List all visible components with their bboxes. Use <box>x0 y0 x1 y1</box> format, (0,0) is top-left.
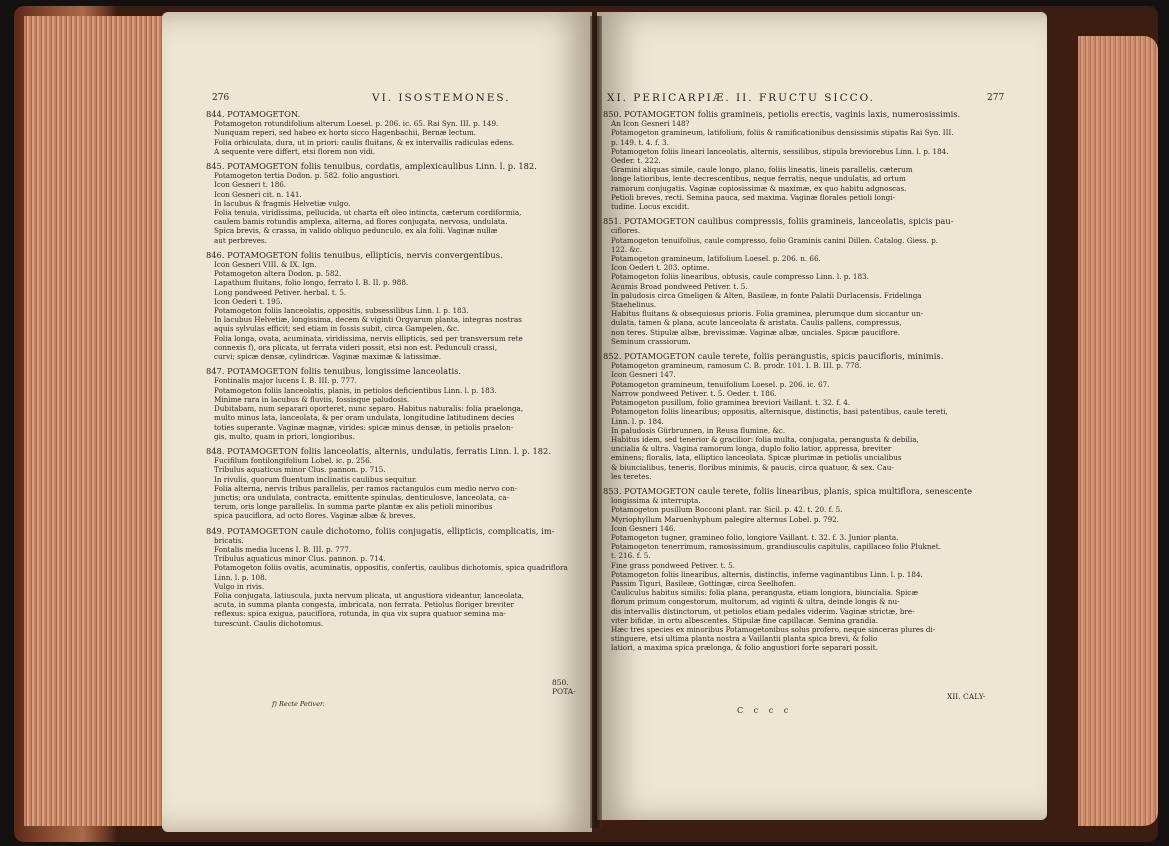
entry-line: Nunquam reperi, sed habeo ex horto sicco Hagenbachii, Bernæ lectum. <box>214 128 476 138</box>
signature-mark: C c c c <box>737 706 793 715</box>
entry-line: Icon Gesneri t. 186. <box>214 180 287 190</box>
entry-line: Habitus fluitans & obsequiosus prioris. Folia graminea, plerumque dum siccantur un- <box>611 309 924 319</box>
entry-line: Myriophyllum Maruenhyphum palegire alternus Lobel. p. 792. <box>611 514 840 524</box>
entry <box>603 487 1003 653</box>
entry-title: 847. POTAMOGETON foliis tenuibus, longissime lanceolatis. <box>206 366 461 377</box>
entry-line: spica pauciflora, ad octo flores. Vaginæ albæ & breves. <box>214 511 416 521</box>
entry-line: multo minus lata, lanceolata, & per oram undulata, longitudine latitudinem decies <box>214 413 515 423</box>
entry-title: 848. POTAMOGETON foliis lanceolatis, alternis, undulatis, ferratis Linn. l. p. 182. <box>206 445 551 456</box>
entry <box>603 217 1003 346</box>
entry-line: caulem bamis rotundis amplexa, alterna, ad flores conjugata, nervosa, undulata. <box>214 217 508 227</box>
entry-line: Tribulus aquaticus minor Clus. pannon. p. 714. <box>214 554 386 564</box>
entry-line: aut perbreves. <box>214 235 267 245</box>
entry-line: Lapathum fluitans, folio longo, ferrato I. B. II. p. 988. <box>214 278 409 288</box>
entry-line: Linn. l. p. 108. <box>214 572 267 582</box>
entry-line: Petioli breves, recti. Semina pauca, sed maxima. Vaginæ florales petioli longi- <box>611 192 895 202</box>
entry-line: latiori, a maxima spica prælonga, & folio angustiori forte separari possit. <box>611 643 878 653</box>
entry-line: connexis f), ora plicata, ut ferrata videri possit, etsi non est. Pedunculi crassi, <box>214 342 497 352</box>
right-page-number: 277 <box>987 93 1005 103</box>
entry-line: Narrow pondweed Petiver. t. 5. Oeder. t. 186. <box>611 388 777 398</box>
entry-title: 844. POTAMOGETON. <box>206 109 301 119</box>
right-catchword: XII. CALY- <box>947 692 986 701</box>
entry-line: Folia orbiculata, dura, ut in priori: caulis fluitans, & ex intervallis radiculas edens. <box>214 137 515 147</box>
entry-line: 122. &c. <box>611 244 642 254</box>
entry-line: In rivulis, quorum fluentum inclinatis caulibus sequitur. <box>214 474 417 484</box>
entry-line: Potamogeton altera Dodon. p. 582. <box>214 269 342 279</box>
entry-line: terum, oris longe parallelis. In summa parte plantæ ex alis petioli minoribus <box>214 502 493 512</box>
page-edges-left <box>24 16 174 826</box>
entry-line: viter bifidæ, in ortu albescentes. Stipulæ fine capillacæ. Semina grandia. <box>611 615 879 625</box>
entry-line: curvi; spicæ densæ, cylindricæ. Vaginæ maximæ & latissimæ. <box>214 352 441 362</box>
entry-line: Vulgo in rivis. <box>214 581 265 591</box>
entry-line: Icon Gesneri 147. <box>611 370 676 380</box>
entry-line: aquis sylvulas efficit; sed etiam in fossis subit, circa Gampelen, &c. <box>214 324 460 334</box>
entry-line: Potamogeton tenuifolius, caule compresso, folio Graminis canini Dillen. Catalog. Giess. p. <box>611 235 938 245</box>
entry-line: & biuncialibus, teneris, floribus minimis, & paucis, circa quatuor, & sex. Cau- <box>611 462 894 472</box>
entry-line: gis, multo, quam in priori, longioribus. <box>214 431 355 441</box>
entry-line: dulata, tamen & plana, acute lanceolata & aristata. Caulis pallens, compressus, <box>611 318 902 328</box>
entry-line: eminens; floralis, lata, elliptico lanceolata. Spicæ plurimæ in petiolis uncialibus <box>611 453 902 463</box>
right-text-column <box>603 104 1003 694</box>
entry-line: Potamogeton tugner, gramineo folio, longiore Vaillant. t. 32. f. 3. Junior planta. <box>611 532 899 542</box>
entry <box>603 352 1003 481</box>
entry-line: Potamogeton foliis linearibus, obtusis, caule compresso Linn. l. p. 183. <box>611 272 869 282</box>
entry-title: 849. POTAMOGETON caule dichotomo, foliis conjugatis, ellipticis, complicatis, im- <box>206 525 555 536</box>
entry <box>206 447 586 521</box>
entry-line: Folia conjugata, latiuscula, juxta nervum plicata, ut angustiora videantur, lanceolata, <box>214 590 525 600</box>
left-text-column <box>206 104 586 674</box>
entry-line: Oeder. t. 222. <box>611 156 661 166</box>
entry-line: Potamogeton foliis lanceolatis, planis, in petiolos deficientibus Linn. l. p. 183. <box>214 385 497 395</box>
entry-line: ramorum conjugatis. Vaginæ copiosissimæ & maximæ, ex quo habitu adgnoscas. <box>611 183 907 193</box>
right-page-header: XI. PERICARPIÆ. II. FRUCTU SICCO. <box>607 92 875 104</box>
entry-line: Potamogeton tenerrimum, ramosissimum, grandiusculis capitulis, capillaceo folio Pluknet. <box>611 542 941 552</box>
entry-title: 852. POTAMOGETON caule terete, foliis perangustis, spicis paucifloris, minimis. <box>603 351 944 362</box>
entry <box>206 527 586 628</box>
entry-line: Potamogeton foliis lanceolatis, oppositis, subsessilibus Linn. l. p. 183. <box>214 306 469 316</box>
entry-line: A sequente vere differt, etsi florem non vidi. <box>214 146 376 156</box>
entry-line: Acumis Broad pondweed Petiver. t. 5. <box>611 281 748 291</box>
left-page-number: 276 <box>212 93 230 103</box>
entry-line: tudine. Locus excidit. <box>611 202 690 212</box>
entry <box>206 162 586 245</box>
entry-line: Potamogeton pusillum, folio graminea breviori Vaillant. t. 32. f. 4. <box>611 398 851 408</box>
entry <box>603 110 1003 211</box>
entry-line: Potamogeton pusillum Bocconi plant. rar. Sicil. p. 42. t. 20. f. 5. <box>611 505 843 515</box>
entry-line: Potamogeton gramineum, latifolium Loesel. p. 206. n. 66. <box>611 254 821 264</box>
entry-line: dis intervallis distinctorum, ut petiolos etiam pedales viderim. Vaginæ strictæ, bre- <box>611 606 915 616</box>
entry-line: Potamogeton gramineum, latifolium, foliis & ramificationibus densissimis stipatis Rai Syn. III. <box>611 128 954 138</box>
entry-line: Staehelinus. <box>611 300 657 310</box>
entry-line: florum primum congestorum, multorum, ad viginti & ultra, deinde longis & nu- <box>611 597 900 607</box>
entry-line: turescunt. Caulis dichotomus. <box>214 618 324 628</box>
entry-line: In lacubus Helvetiæ, longissima, decem & viginti Orgyarum planta, integras nostras <box>214 315 522 325</box>
entry-line: Potamogeton foliis lineari lanceolatis, alternis, sessilibus, stipula breviorebus Linn. l. p. 184. <box>611 146 949 156</box>
entry-line: Dubitabam, num separari oporteret, nunc separo. Habitus naturalis: folia praelonga, <box>214 404 524 414</box>
entry-line: Folia tenuia, viridissima, pellucida, ut charta eft oleo intincta, cæterum cordiformia, <box>214 208 522 218</box>
entry-line: In paludosis Gürbrunnen, in Reusa flumine, &c. <box>611 425 786 435</box>
entry-line: Icon Oederi t. 195. <box>214 296 283 306</box>
book <box>14 6 1158 842</box>
entry-line: Minime rara in lacubus & fluviis, fossisque paludosis. <box>214 394 410 404</box>
entry-line: Icon Gesneri 146. <box>611 523 676 533</box>
entry-line: ciflores. <box>611 226 641 236</box>
entry-title: 853. POTAMOGETON caule terete, foliis linearibus, planis, spica multiflora, senescente <box>603 485 973 496</box>
entry-line: Tribulus aquaticus minor Clus. pannon. p. 715. <box>214 465 386 475</box>
entry-line: Potamogeton foliis linearibus; oppositis, alternisque, distinctis, basi patentibus, caule tereti, <box>611 407 948 417</box>
entry-title: 850. POTAMOGETON foliis gramineis, petiolis erectis, vaginis laxis, numerosissimis. <box>603 109 961 119</box>
right-page <box>597 12 1047 820</box>
entry <box>206 251 586 361</box>
entry-line: Potamogeton gramineum, ramosum C. B. prodr. 101. I. B. III. p. 778. <box>611 361 862 371</box>
entry <box>206 110 586 156</box>
left-catchword: 850. POTA- <box>552 678 576 696</box>
entry-line: Gramini aliquas simile, caule longo, plano, foliis lineatis, lineis parallelis, cæterum <box>611 165 913 175</box>
book-gutter <box>590 16 602 828</box>
entry-line: Folia longa, ovata, acuminata, viridissima, nervis ellipticis, sed per transversum rete <box>214 333 523 343</box>
entry-line: uncialia & ultra. Vagina ramorum longa, duplo folio latior, appressa, breviter <box>611 444 892 454</box>
entry-line: In paludosis circa Gmeligen & Alten, Basileæ, in fonte Palatii Durlacensis. Fridelinga <box>611 290 922 300</box>
entry-line: les teretes. <box>611 471 652 481</box>
entry-line: p. 149. t. 4. f. 3. <box>611 137 669 147</box>
entry-line: Potamogeton foliis linearibus, alternis, distinctis, inferne vaginantibus Linn. l. p. 184. <box>611 569 923 579</box>
entry-line: Icon Gesneri cit. n. 141. <box>214 189 302 199</box>
entry-line: Cauliculus habitus similis: folia plana, perangusta, etiam longiora, biuncialia. Spicæ <box>611 588 919 598</box>
entry-line: Potamogeton foliis ovatis, acuminatis, oppositis, confertis, caulibus dichotomis, spica quadriflora <box>214 563 568 573</box>
entry-line: bricatis. <box>214 535 244 545</box>
entry-line: acuta, in summa planta congesta, imbricata, non ferrata. Petiolus floriger breviter <box>214 600 514 610</box>
entry-line: Folia alterna, nervis tribus parallelis, per ramos ractangulos cum medio nervo con- <box>214 483 518 493</box>
entry-line: Habitus idem, sed tenerior & gracilior: folia multa, conjugata, perangusta & debilia, <box>611 434 919 444</box>
entry-line: Linn. l. p. 184. <box>611 416 664 426</box>
entry-line: Long pondweed Petiver. herbal. t. 5. <box>214 287 347 297</box>
left-page <box>162 12 592 832</box>
entry-line: Potamogeton gramineum, tenuifolium Loesel. p. 206. ic. 67. <box>611 379 830 389</box>
entry-line: longe latioribus, lente decrescentibus, neque ferratis, neque undulatis, ad ortum <box>611 174 906 184</box>
entry-line: Potamogeton tertia Dodon. p. 582. folio angustiori. <box>214 171 400 181</box>
entry-line: t. 216. f. 5. <box>611 551 651 561</box>
entry-title: 851. POTAMOGETON caulibus compressis, foliis gramineis, lanceolatis, spicis pau- <box>603 216 954 227</box>
entry-line: reflexus: spica exigua, pauciflora, rotunda, in qua vix supra quatuor semina ma- <box>214 609 506 619</box>
entry-line: non teres. Stipulæ albæ, brevissimæ. Vaginæ albæ, unciales. Spicæ pauciflore. <box>611 327 901 337</box>
entry-line: Icon Oederi t. 203. optime. <box>611 263 710 273</box>
entry-title: 845. POTAMOGETON foliis tenuibus, cordatis, amplexicaulibus Linn. l. p. 182. <box>206 161 537 172</box>
entry-line: Passim Tiguri, Basileæ, Gottingæ, circa Seelhofen. <box>611 578 797 588</box>
entry-line: In lacubus & fragmis Helvetiæ vulgo. <box>214 198 351 208</box>
entry-line: Icon Gesneri VIII. & IX. Ign. <box>214 260 317 270</box>
entry-line: Fontinalis major lucens I. B. III. p. 777. <box>214 376 357 386</box>
entry-line: Hæc tres species ex minoribus Potamogetonibus solus profero, neque sinceras plures di- <box>611 624 936 634</box>
entry-line: An Icon Gesneri 148? <box>611 119 690 129</box>
entry-title: 846. POTAMOGETON foliis tenuibus, ellipticis, nervis convergentibus. <box>206 249 503 260</box>
entry-line: Seminum crassiorum. <box>611 336 691 346</box>
entry-line: Fontalis media lucens I. B. III. p. 777. <box>214 544 352 554</box>
entry-line: toties superante. Vaginæ magnæ, virides: spicæ minus densæ, in petiolis praelon- <box>214 422 514 432</box>
entry-line: Potamogeton rotundifolium alterum Loesel. p. 206. ic. 65. Rai Syn. III. p. 149. <box>214 119 499 129</box>
entry-line: stinguere, etsi ultima planta nostra a Vaillantii planta spica brevi, & folio <box>611 634 878 644</box>
entry <box>206 367 586 441</box>
left-footnote: f) Recte Petiver. <box>272 700 325 708</box>
entry-line: longissima & interrupta. <box>611 496 701 506</box>
entry-line: Fine grass pondweed Petiver. t. 5. <box>611 560 735 570</box>
page-edges-right <box>1078 36 1158 826</box>
entry-line: Spica brevis, & crassa, in valido obliquo pedunculo, ex ala folii. Vaginæ nullæ <box>214 226 498 236</box>
left-page-header: VI. ISOSTEMONES. <box>372 92 511 104</box>
entry-line: Fucifilum fontilongifolium Lobel. ic. p. 256. <box>214 456 372 466</box>
entry-line: junctis; ora undulata, contracta, emittente spinulas, denticulosve, lanceolata, ca- <box>214 492 510 502</box>
